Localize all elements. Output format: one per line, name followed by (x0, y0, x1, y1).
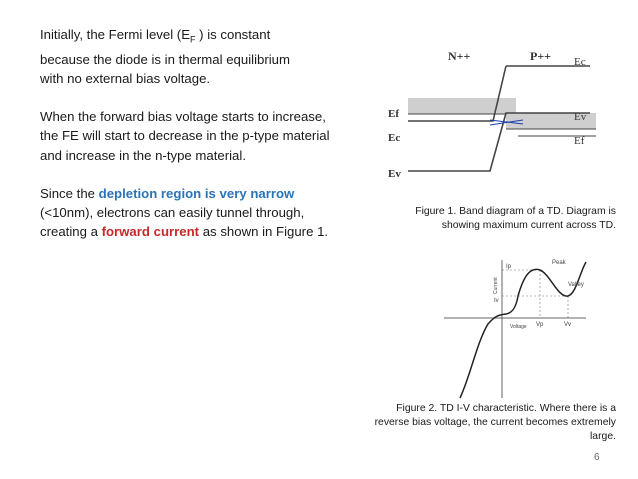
ip-label: Ip (506, 264, 512, 270)
current-axis-label: Current (493, 277, 499, 294)
valley-label: Valley (568, 282, 584, 288)
left-filled-band (408, 98, 516, 114)
para3-line3: creating a forward current as shown in Figure 1. (40, 224, 329, 240)
forward-current-highlight: forward current (101, 224, 200, 240)
voltage-axis-label: Voltage (510, 324, 527, 330)
para2-line2: the FE will start to decrease in the p-type material (40, 128, 330, 144)
iv-label: Iv (494, 298, 499, 304)
para1-line1: Initially, the Fermi level ($E_F$ ) is constant (40, 27, 271, 45)
para3-line2: (<10nm), electrons can easily tunnel through, (40, 205, 305, 221)
ev-left-label: Ev (388, 168, 401, 180)
page-number: 6 (594, 452, 600, 463)
figure1-caption: Figure 1. Band diagram of a TD. Diagram is showing maximum current across TD. (415, 206, 616, 231)
para1-line3: with no external bias voltage. (40, 71, 211, 87)
band-diagram-figure (378, 38, 618, 198)
p-region-label: P++ (530, 49, 552, 63)
n-region-label: N++ (448, 49, 471, 63)
ec-left-label: Ec (388, 132, 401, 144)
body-text (40, 25, 375, 241)
ef-right-label: Ef (574, 135, 585, 147)
iv-characteristic-figure (440, 252, 590, 402)
para3-line1: Since the depletion region is very narrow (40, 185, 295, 201)
para2-line3: and increase in the n-type material. (40, 147, 246, 163)
figure2-caption: Figure 2. TD I-V characteristic. Where there is a reverse bias voltage, the current becomes extremely large. (374, 403, 616, 442)
ec-right-label: Ec (574, 56, 586, 68)
vp-label: Vp (536, 322, 544, 328)
depletion-region-highlight: depletion region is very narrow (98, 185, 295, 201)
ev-right-label: Ev (574, 111, 587, 123)
ef-left-label: Ef (388, 108, 399, 120)
para1-line2: because the diode is in thermal equilibrium (40, 51, 290, 67)
vv-label: Vv (564, 322, 572, 328)
peak-label: Peak (552, 260, 566, 266)
para2-line1: When the forward bias voltage starts to increase, (40, 109, 326, 125)
